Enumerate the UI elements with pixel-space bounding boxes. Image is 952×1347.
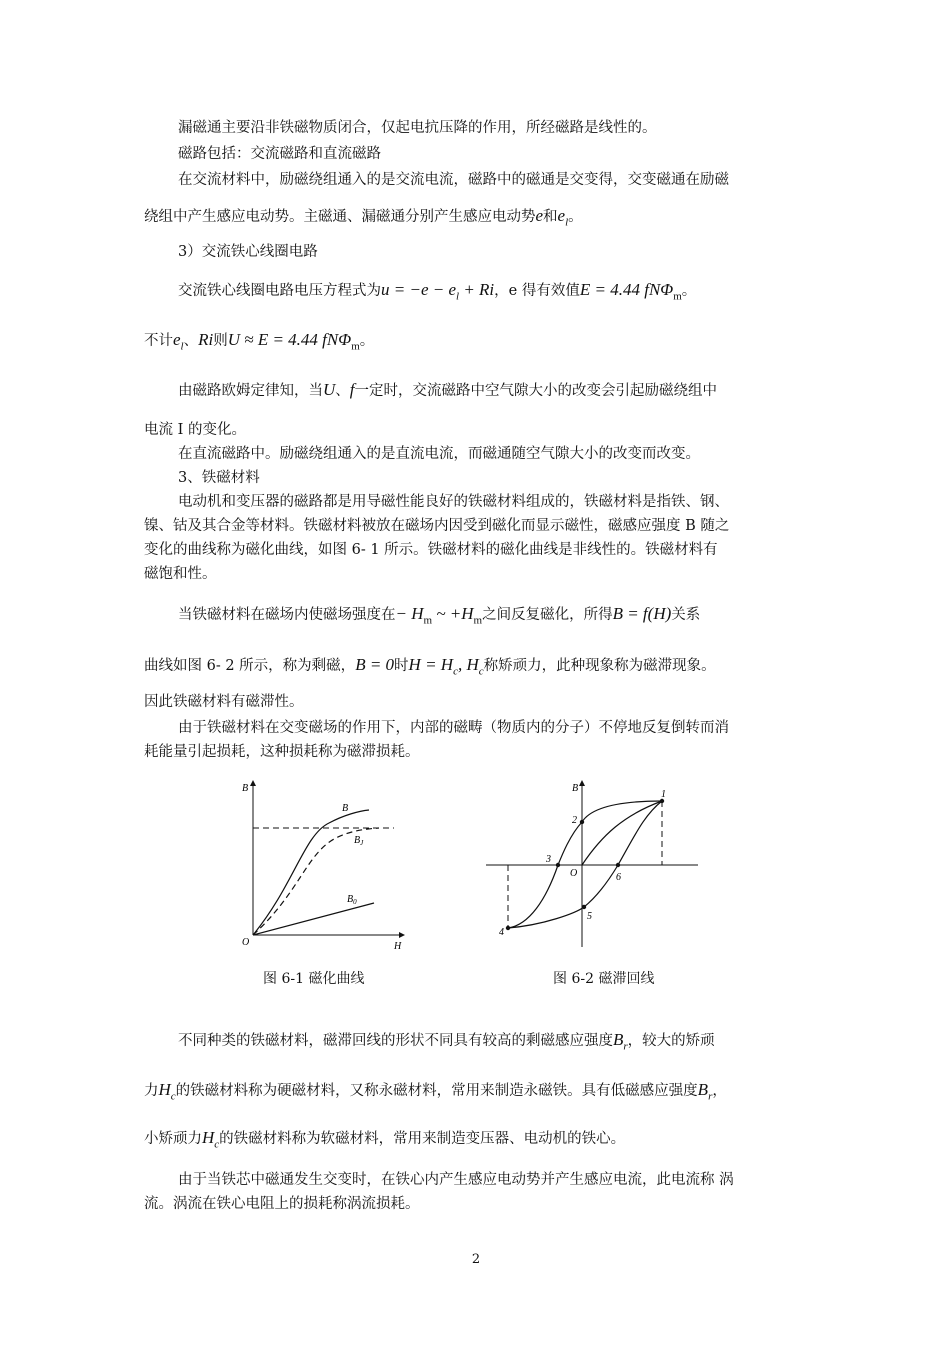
curve-b-label: B — [342, 803, 349, 814]
point-3-label: 3 — [546, 854, 551, 865]
section-heading: 3、铁磁材料 — [178, 470, 260, 486]
curve-bj-label: $B_J$ — [354, 835, 364, 847]
math-base: , H — [457, 655, 479, 674]
text-span: 力 — [144, 1083, 159, 1099]
point-2-label: 2 — [572, 815, 577, 826]
text-span: ， — [712, 1083, 727, 1099]
text-line: 变化的曲线称为磁化曲线，如图 6- 1 所示。铁磁材料的磁化曲线是非线性的。铁磁材料有 — [144, 542, 718, 558]
math-e: e — [535, 206, 544, 225]
math-sub: c — [170, 1090, 176, 1103]
text-span: 则 — [213, 333, 228, 349]
point-1-label: 1 — [661, 789, 666, 800]
curve-b0-label: $B_0$ — [347, 894, 357, 906]
text-line: 在交流材料中，励磁绕组通入的是交流电流，磁路中的磁通是交变得，交变磁通在励磁 — [178, 172, 729, 188]
text-line: 由于当铁芯中磁通发生交变时，在铁心内产生感应电动势并产生感应电流，此电流称 涡 — [178, 1172, 734, 1188]
text-line — [178, 380, 818, 401]
text-line — [144, 1128, 816, 1154]
math-bfh: B = f(H) — [612, 604, 672, 623]
text-line: 磁路包括：交流磁路和直流磁路 — [178, 146, 381, 162]
math-el — [173, 330, 184, 353]
math-el — [557, 206, 569, 229]
math-f: f — [349, 380, 355, 399]
math-base: H — [158, 1080, 171, 1099]
math-approx-eq — [227, 330, 360, 353]
point-3 — [556, 863, 560, 867]
math-ri: Ri — [198, 330, 214, 349]
text-line — [144, 655, 816, 681]
math-sub: m — [673, 290, 682, 303]
text-span: 关系 — [671, 607, 701, 623]
math-voltage-eq — [381, 280, 495, 303]
text-line — [178, 1030, 818, 1056]
math-base: E = 4.44 fNΦ — [579, 280, 674, 299]
math-range — [395, 604, 483, 627]
math-hc — [202, 1128, 220, 1151]
text-line: 电流 I 的变化。 — [144, 422, 246, 438]
text-line — [178, 604, 818, 630]
text-span: 绕组中产生感应电动势。主磁通、漏磁通分别产生感应电动势 — [144, 209, 536, 225]
math-sub: l — [180, 340, 184, 353]
math-coercive — [355, 655, 484, 678]
math-sub: l — [565, 216, 569, 229]
text-span: 小矫顽力 — [144, 1131, 202, 1147]
text-line: 由于铁磁材料在交变磁场的作用下，内部的磁畴（物质内的分子）不停地反复倒转而消 — [178, 720, 729, 736]
text-line — [144, 330, 816, 356]
figure-magnetization-curve — [234, 775, 414, 955]
math-base: B = 0 — [355, 655, 395, 674]
math-text: 时 — [394, 658, 409, 674]
text-span: 之间反复磁化，所得 — [482, 607, 613, 623]
text-line: 因此铁磁材料有磁滞性。 — [144, 694, 304, 710]
math-hc — [158, 1080, 176, 1103]
text-line — [178, 280, 818, 306]
initial-curve — [582, 801, 662, 865]
math-u: U — [323, 380, 336, 399]
point-5-label: 5 — [587, 911, 592, 922]
y-axis-label: B — [242, 783, 249, 794]
text-line: 磁饱和性。 — [144, 566, 217, 582]
text-span: 当铁磁材料在磁场内使磁场强度在 — [178, 607, 396, 623]
math-br — [697, 1080, 713, 1103]
text-span: 和 — [543, 209, 558, 225]
math-sub: c — [453, 665, 458, 678]
x-axis-label: H — [394, 941, 402, 952]
text-span: 的铁磁材料称为硬磁材料，又称永磁材料，常用来制造永磁铁。具有低磁感应强度 — [175, 1083, 698, 1099]
math-base: B — [697, 1080, 709, 1099]
math-base: − H — [395, 604, 424, 623]
text-span: 交流铁心线圈电路电压方程式为 — [178, 283, 381, 299]
math-base: + Ri — [459, 280, 495, 299]
math-base: H — [202, 1128, 215, 1147]
math-sub: c — [478, 665, 484, 678]
math-base: e — [173, 330, 181, 349]
math-sub: l — [456, 290, 460, 303]
math-sub: m — [423, 614, 433, 627]
math-base: e — [557, 206, 566, 225]
math-sub: c — [214, 1138, 220, 1151]
figure-caption: 图 6-1 磁化曲线 — [263, 971, 365, 987]
math-sub: r — [623, 1040, 628, 1053]
text-span: ，较大的矫顽 — [627, 1033, 715, 1049]
math-base: ~ +H — [432, 604, 474, 623]
text-span: 的铁磁材料称为软磁材料，常用来制造变压器、电动机的铁心。 — [219, 1131, 626, 1147]
curve-b0 — [253, 903, 374, 935]
origin-label: O — [570, 868, 578, 879]
text-span: 一定时，交流磁路中空气隙大小的改变会引起励磁绕组中 — [354, 383, 718, 399]
math-sub: m — [473, 614, 483, 627]
point-4-label: 4 — [499, 927, 504, 938]
text-line: 耗能量引起损耗，这种损耗称为磁滞损耗。 — [144, 744, 420, 760]
point-4 — [506, 926, 510, 930]
text-line: 漏磁通主要沿非铁磁物质闭合，仅起电抗压降的作用，所经磁路是线性的。 — [178, 120, 657, 136]
text-line: 在直流磁路中。励磁绕组通入的是直流电流，而磁通随空气隙大小的改变而改变。 — [178, 446, 700, 462]
text-span: 。 — [359, 333, 375, 349]
math-emf-eq — [579, 280, 682, 303]
text-span: 、 — [183, 333, 199, 349]
page-number: 2 — [471, 1252, 481, 1267]
point-6-label: 6 — [616, 872, 621, 883]
text-span: 由磁路欧姆定律知，当 — [178, 383, 323, 399]
text-span: 、 — [335, 383, 350, 399]
text-span: 。 — [681, 283, 697, 299]
text-span: 不同种类的铁磁材料，磁滞回线的形状不同具有较高的剩磁感应强度 — [178, 1033, 613, 1049]
math-base: U ≈ E = 4.44 fNΦ — [227, 330, 352, 349]
math-sub: r — [708, 1090, 713, 1103]
origin-label: O — [242, 937, 250, 948]
text-line: 流。涡流在铁心电阻上的损耗称涡流损耗。 — [144, 1196, 420, 1212]
math-base: u = −e − e — [381, 280, 457, 299]
figure-hysteresis-loop — [484, 775, 704, 955]
math-br — [613, 1030, 628, 1053]
text-line: 电动机和变压器的磁路都是用导磁性能良好的铁磁材料组成的，铁磁材料是指铁、钢、 — [178, 494, 729, 510]
text-span: 。 — [568, 209, 583, 225]
text-line: 镍、钴及其合金等材料。铁磁材料被放在磁场内因受到磁化而显示磁性，磁感应强度 B 随之 — [144, 518, 730, 534]
figure-caption: 图 6-2 磁滞回线 — [553, 971, 655, 987]
math-sub: m — [351, 340, 360, 353]
point-2 — [580, 820, 584, 824]
point-6 — [616, 863, 620, 867]
math-base: H = H — [408, 655, 454, 674]
text-span: ，e 得有效值 — [494, 283, 580, 299]
text-span: 称矫顽力，此种现象称为磁滞现象。 — [483, 658, 716, 674]
text-line — [144, 1080, 816, 1106]
text-span: 曲线如图 6- 2 所示，称为剩磁， — [144, 658, 356, 674]
section-heading: 3）交流铁心线圈电路 — [178, 244, 318, 260]
math-base: B — [613, 1030, 624, 1049]
y-axis-label: B — [572, 783, 579, 794]
curve-b — [253, 810, 369, 935]
text-span: 不计 — [144, 333, 173, 349]
text-line — [144, 206, 816, 232]
point-5 — [582, 905, 586, 909]
